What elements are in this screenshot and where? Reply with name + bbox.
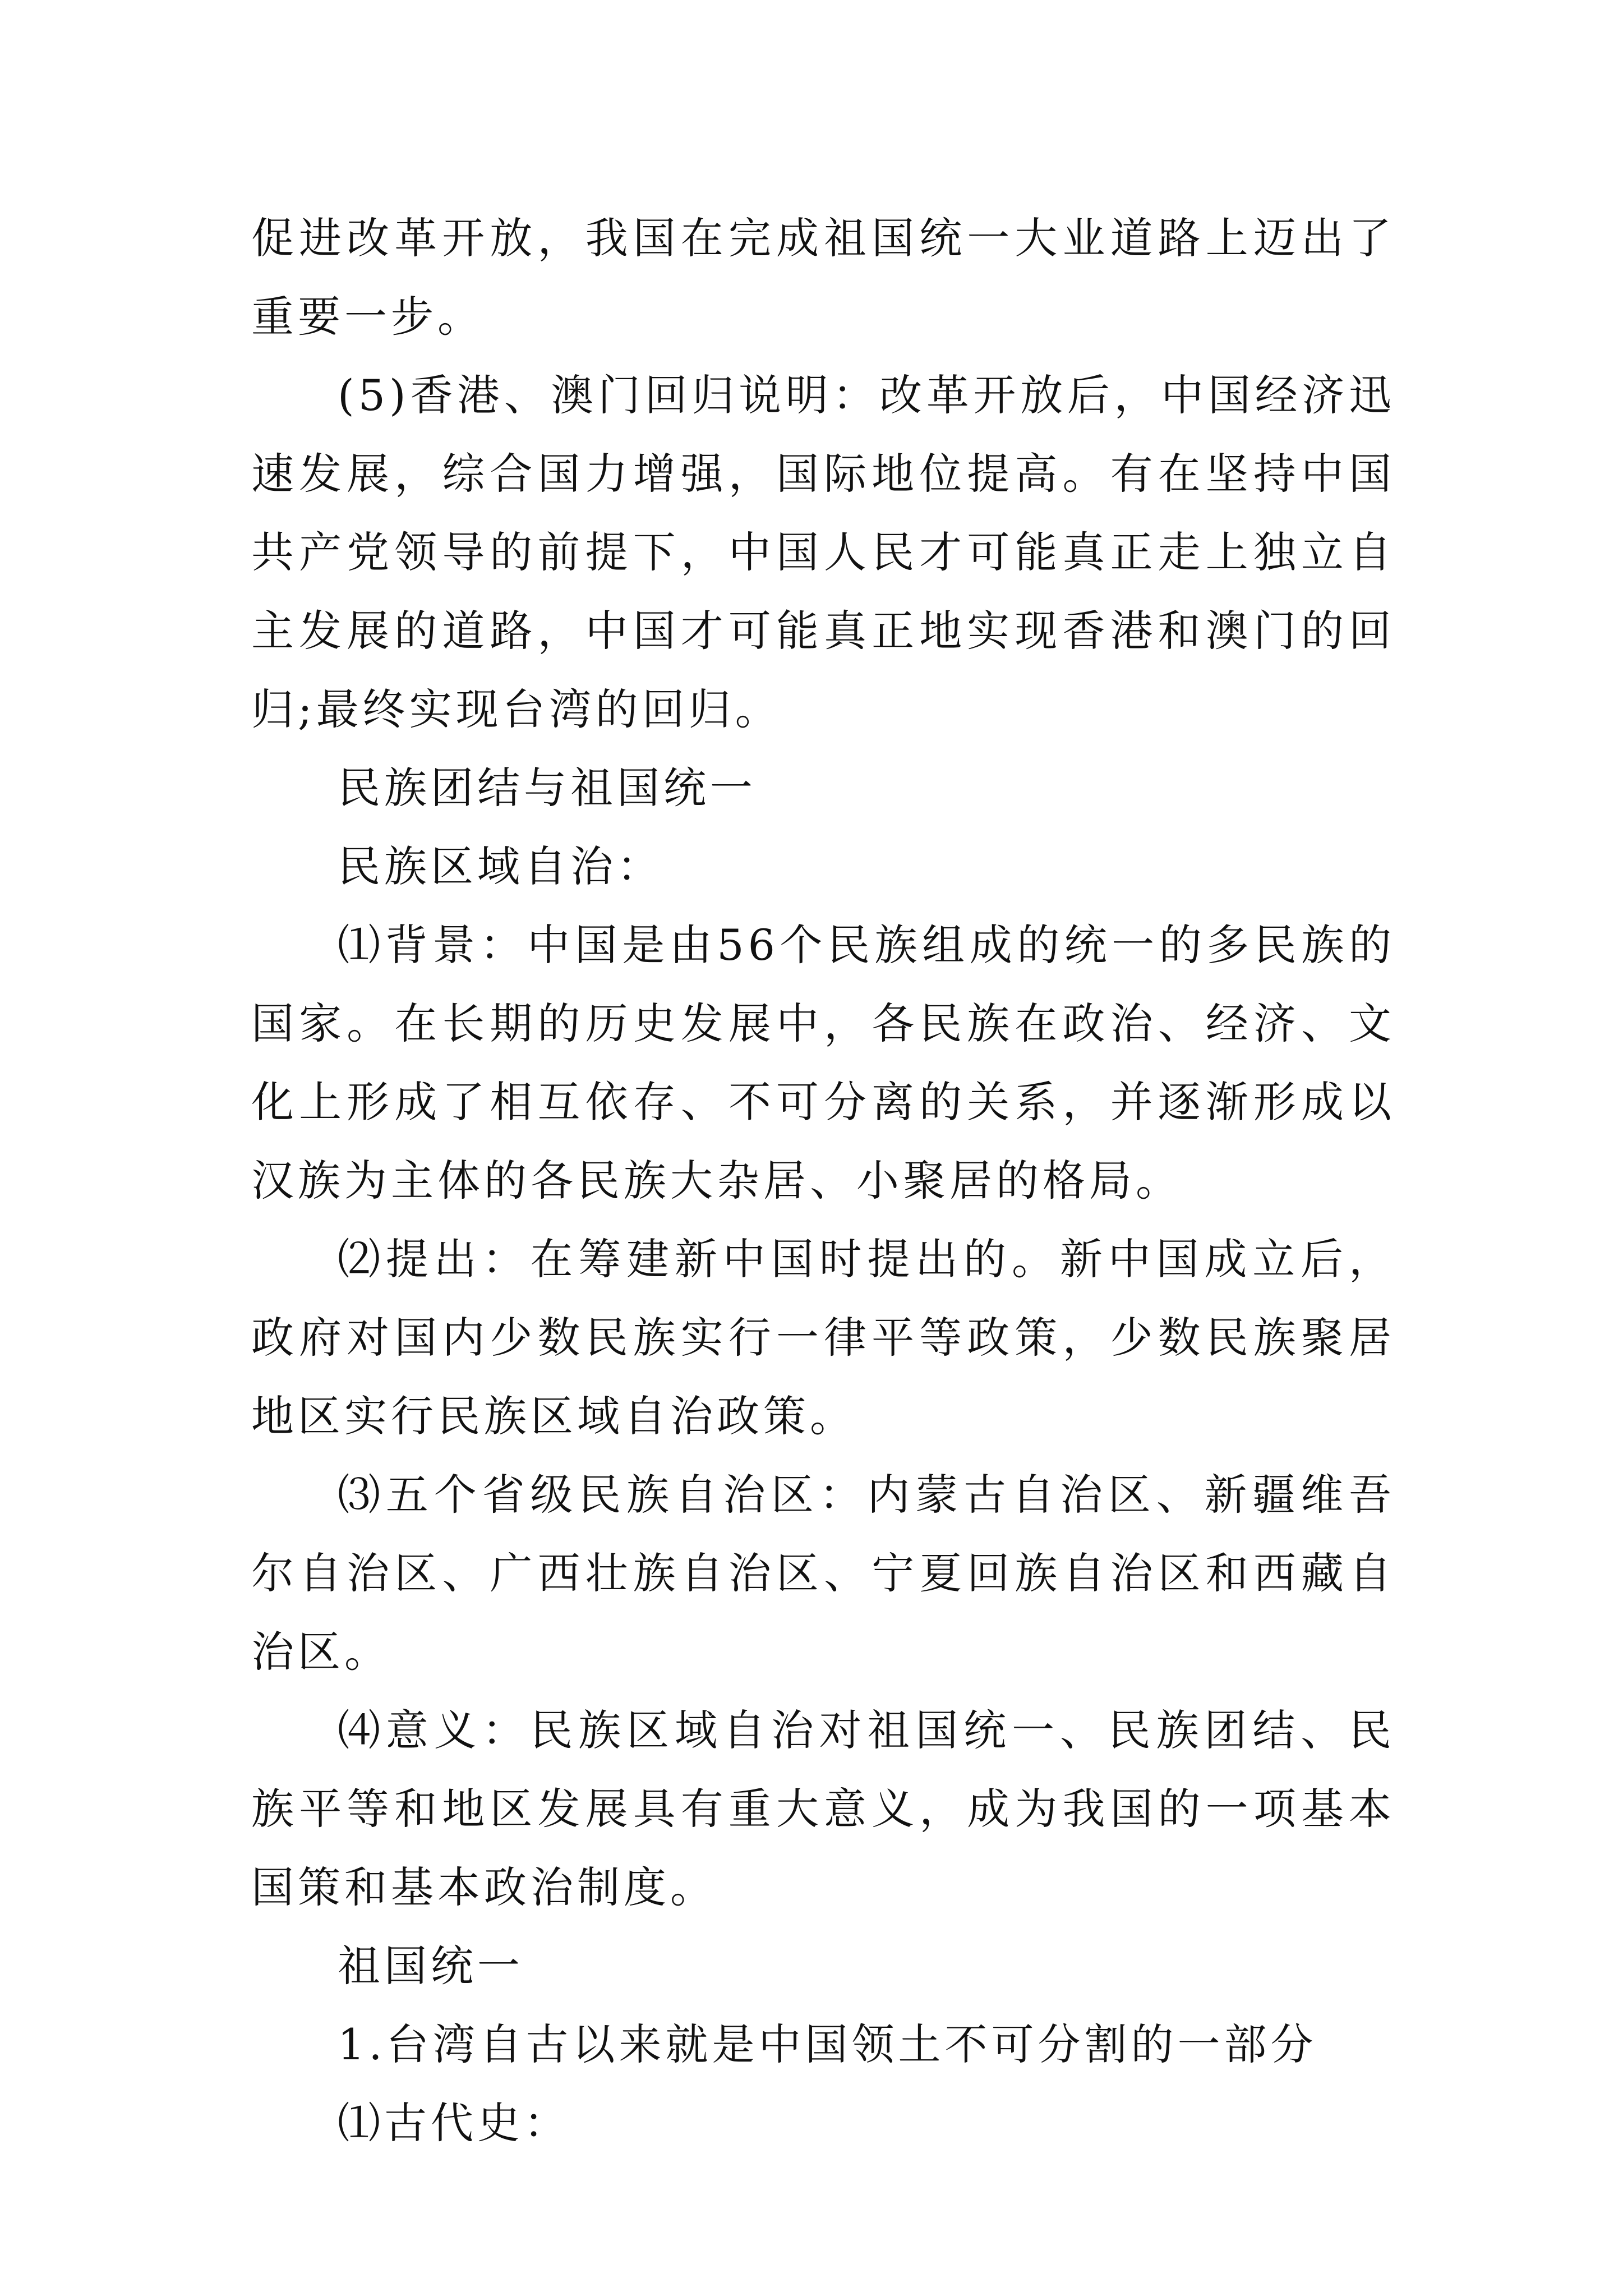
numbered-heading: 1.台湾自古以来就是中国领土不可分割的一部分 bbox=[338, 2019, 1317, 2069]
paragraph-proposal: ⑵提出：在筹建新中国时提出的。新中国成立后，政府对国内少数民族实行一律平等政策，少数民族聚居地区实行民族区域自治政策。 bbox=[251, 1234, 1395, 1441]
paragraph-2: (5)香港、澳门回归说明：改革开放后，中国经济迅速发展，综合国力增强，国际地位提高。有在坚持中国共产党领导的前提下，中国人民才可能真正走上独立自主发展的道路，中国才可能真正地实现香港和澳门的回归;最终实现台湾的回归。 bbox=[251, 370, 1395, 734]
section-heading: 民族团结与祖国统一 bbox=[338, 763, 757, 813]
paragraph-background: ⑴背景：中国是由56个民族组成的统一的多民族的国家。在长期的历史发展中，各民族在政治、经济、文化上形成了相互依存、不可分离的关系，并逐渐形成以汉族为主体的各民族大杂居、小聚居的格局。 bbox=[251, 920, 1395, 1205]
paragraph-autonomous-regions: ⑶五个省级民族自治区：内蒙古自治区、新疆维吾尔自治区、广西壮族自治区、宁夏回族自治区和西藏自治区。 bbox=[251, 1470, 1395, 1677]
paragraph-significance: ⑷意义：民族区域自治对祖国统一、民族团结、民族平等和地区发展具有重大意义，成为我国的一项基本国策和基本政治制度。 bbox=[251, 1705, 1395, 1912]
subsection-heading: 民族区域自治： bbox=[338, 841, 663, 891]
section-heading-unification: 祖国统一 bbox=[338, 1941, 524, 1991]
subheading-ancient-history: ⑴古代史： bbox=[338, 2098, 570, 2148]
paragraph-1: 促进改革开放，我国在完成祖国统一大业道路上迈出了重要一步。 bbox=[251, 213, 1395, 342]
document-body bbox=[251, 199, 1395, 2162]
